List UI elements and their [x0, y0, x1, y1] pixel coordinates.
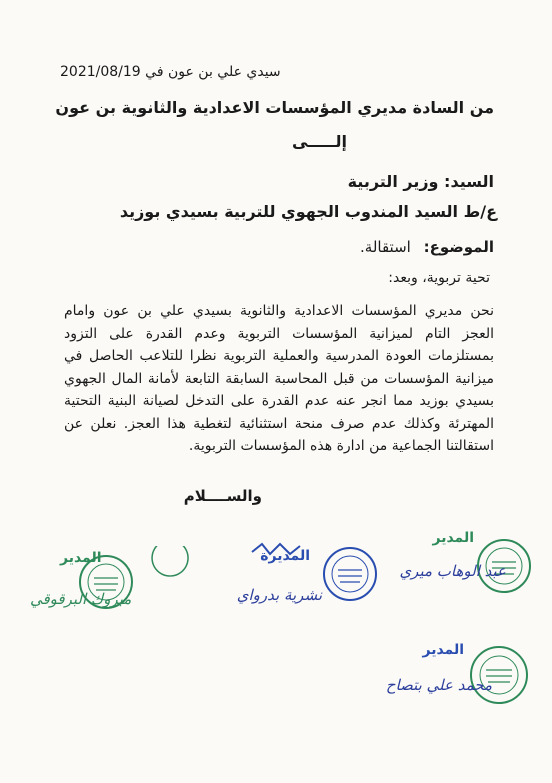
- stamp-seal-icon: [20, 546, 200, 626]
- signatory-name: عبد الوهاب ميري: [399, 562, 506, 580]
- signature-block-1: [384, 528, 534, 608]
- recipient-minister: السيد: وزير التربية: [347, 172, 494, 191]
- signatory-title: المدير: [60, 550, 102, 566]
- signatory-title: المديرة: [260, 548, 310, 564]
- signatory-name: محمد علي بتصاح: [385, 676, 492, 694]
- subject-text: استقالة.: [360, 238, 411, 256]
- recipient-delegate: ع/ط السيد المندوب الجهوي للتربية بسيدي بوزيد: [119, 202, 497, 221]
- subject-row: [360, 238, 494, 256]
- signatory-title: المدير: [432, 530, 474, 546]
- signatory-name: مبروك البرقوقي: [30, 590, 132, 608]
- signature-block-4: [364, 630, 534, 715]
- subject-label: الموضوع:: [423, 238, 494, 256]
- place-date: سيدي علي بن عون في 2021/08/19: [60, 64, 281, 80]
- closing: والســــلام: [183, 487, 262, 505]
- signature-block-3: [20, 546, 200, 626]
- signatory-name: نشرية بدرواي: [236, 586, 322, 604]
- greeting: تحية تربوية، وبعد:: [388, 270, 490, 286]
- sender-line: من السادة مديري المؤسسات الاعدادية والثانوية بن عون: [55, 98, 494, 117]
- body-paragraph: نحن مديري المؤسسات الاعدادية والثانوية بسيدي علي بن عون وامام العجز التام لميزانية المؤسسات التربوية وعدم القدرة على التزود بمستلزمات العودة المدرسية والعملية التربوية نظرا للتلاعب الحاصل في ميزانية المؤسسات من قبل المحاسبة السابقة التابعة لأمانة المال الجهوي بسيدي بوزيد مما انجر عنه عدم القدرة على التدخل لصيانة البنية التحتية المهترئة وكذلك عدم صرف منحة استثنائية لتغطية هذا العجز. نعلن عن استقالتنا الجماعية من ادارة هذه المؤسسات التربوية.: [64, 303, 494, 454]
- addressee-prefix: إلـــــى: [291, 132, 347, 151]
- signatory-title: المدير: [422, 642, 464, 658]
- signature-block-2: [232, 538, 382, 618]
